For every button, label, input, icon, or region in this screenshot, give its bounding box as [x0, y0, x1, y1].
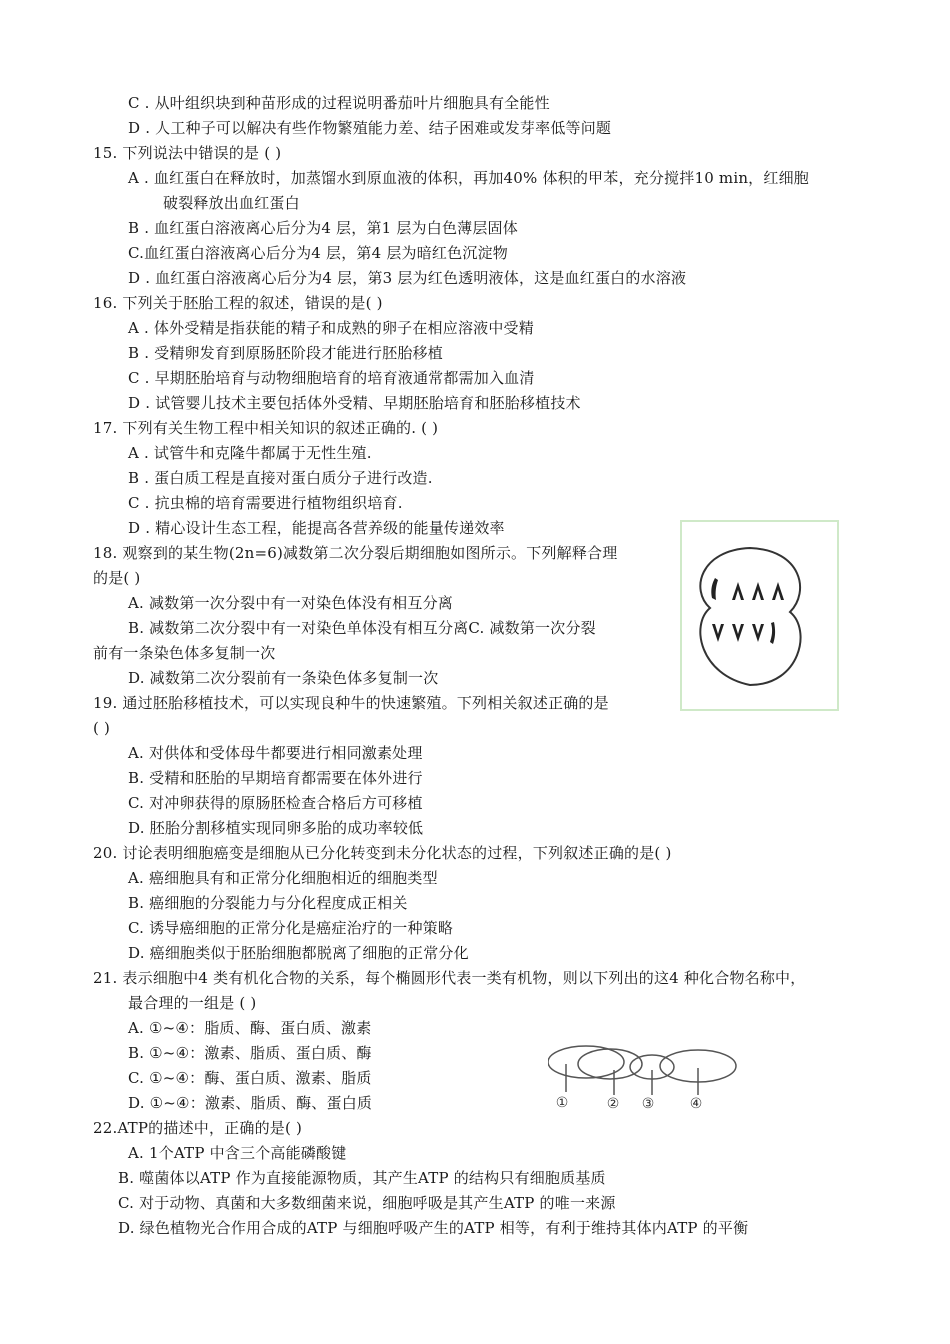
- q17-option-a: A . 试管牛和克隆牛都属于无性生殖.: [128, 444, 372, 462]
- q20-option-d: D. 癌细胞类似于胚胎细胞都脱离了细胞的正常分化: [128, 944, 469, 962]
- q15-option-a-cont: 破裂释放出血红蛋白: [163, 194, 300, 212]
- q21-stem-cont: 最合理的一组是 ( ): [128, 994, 257, 1012]
- ellipse-label-4: ④: [689, 1096, 703, 1112]
- q14-option-c: C . 从叶组织块到种苗形成的过程说明番茄叶片细胞具有全能性: [128, 94, 550, 112]
- q17-stem: 17. 下列有关生物工程中相关知识的叙述正确的. ( ): [93, 419, 439, 437]
- cell-division-figure: [680, 520, 840, 712]
- q15-option-d: D . 血红蛋白溶液离心后分为4 层，第3 层为红色透明液体，这是血红蛋白的水溶液: [128, 269, 687, 287]
- q14-option-d: D . 人工种子可以解决有些作物繁殖能力差、结子困难或发芽率低等问题: [128, 119, 612, 137]
- q18-option-a: A. 减数第一次分裂中有一对染色体没有相互分离: [128, 594, 453, 612]
- q15-option-c: C.血红蛋白溶液离心后分为4 层，第4 层为暗红色沉淀物: [128, 244, 508, 262]
- q22-option-a: A. 1个ATP 中含三个高能磷酸键: [128, 1144, 347, 1162]
- q17-option-c: C . 抗虫棉的培育需要进行植物组织培育.: [128, 494, 403, 512]
- q20-option-c: C. 诱导癌细胞的正常分化是癌症治疗的一种策略: [128, 919, 454, 937]
- q19-stem-cont: ( ): [93, 719, 111, 737]
- q19-option-c: C. 对冲卵获得的原肠胚检查合格后方可移植: [128, 794, 423, 812]
- q21-option-b: B. ①~④：激素、脂质、蛋白质、酶: [128, 1044, 372, 1062]
- q17-option-d: D . 精心设计生态工程，能提高各营养级的能量传递效率: [128, 519, 505, 537]
- q19-option-d: D. 胚胎分割移植实现同卵多胎的成功率较低: [128, 819, 424, 837]
- q21-option-d: D. ①~④：激素、脂质、酶、蛋白质: [128, 1094, 373, 1112]
- q21-option-a: A. ①~④：脂质、酶、蛋白质、激素: [128, 1019, 372, 1037]
- q21-stem: 21. 表示细胞中4 类有机化合物的关系，每个椭圆形代表一类有机物，则以下列出的这4 种化合物名称中，: [93, 969, 806, 987]
- q16-option-b: B . 受精卵发育到原肠胚阶段才能进行胚胎移植: [128, 344, 443, 362]
- q20-option-b: B. 癌细胞的分裂能力与分化程度成正相关: [128, 894, 408, 912]
- ellipse-label-3: ③: [641, 1096, 655, 1112]
- q19-option-a: A. 对供体和受体母牛都要进行相同激素处理: [128, 744, 423, 762]
- q16-option-a: A . 体外受精是指获能的精子和成熟的卵子在相应溶液中受精: [128, 319, 534, 337]
- q19-stem: 19. 通过胚胎移植技术，可以实现良种牛的快速繁殖。下列相关叙述正确的是: [93, 694, 609, 712]
- q22-stem: 22.ATP的描述中，正确的是( ): [93, 1119, 303, 1137]
- q22-option-b: B. 噬菌体以ATP 作为直接能源物质，其产生ATP 的结构只有细胞质基质: [118, 1169, 606, 1187]
- ellipse-label-1: ①: [555, 1095, 569, 1111]
- q16-option-c: C . 早期胚胎培育与动物细胞培育的培育液通常都需加入血清: [128, 369, 535, 387]
- q18-stem: 18. 观察到的某生物(2n=6)减数第二次分裂后期细胞如图所示。下列解释合理: [93, 544, 618, 562]
- q18-stem-cont: 的是( ): [93, 569, 141, 587]
- ellipse-relation-figure: [548, 1040, 738, 1115]
- q19-option-b: B. 受精和胚胎的早期培育都需要在体外进行: [128, 769, 423, 787]
- q15-option-b: B . 血红蛋白溶液离心后分为4 层，第1 层为白色薄层固体: [128, 219, 518, 237]
- q18-option-c-cont: 前有一条染色体多复制一次: [93, 644, 276, 662]
- q20-option-a: A. 癌细胞具有和正常分化细胞相近的细胞类型: [128, 869, 438, 887]
- q16-stem: 16. 下列关于胚胎工程的叙述，错误的是( ): [93, 294, 383, 312]
- ellipse-label-2: ②: [606, 1096, 620, 1112]
- q22-option-c: C. 对于动物、真菌和大多数细菌来说，细胞呼吸是其产生ATP 的唯一来源: [118, 1194, 616, 1212]
- q20-stem: 20. 讨论表明细胞癌变是细胞从已分化转变到未分化状态的过程，下列叙述正确的是( ): [93, 844, 672, 862]
- q18-option-b: B. 减数第二次分裂中有一对染色单体没有相互分离C. 减数第一次分裂: [128, 619, 596, 637]
- q16-option-d: D . 试管婴儿技术主要包括体外受精、早期胚胎培育和胚胎移植技术: [128, 394, 581, 412]
- q21-option-c: C. ①~④：酶、蛋白质、激素、脂质: [128, 1069, 372, 1087]
- q15-stem: 15. 下列说法中错误的是 ( ): [93, 144, 282, 162]
- q17-option-b: B . 蛋白质工程是直接对蛋白质分子进行改造.: [128, 469, 433, 487]
- q15-option-a: A . 血红蛋白在释放时，加蒸馏水到原血液的体积，再加40% 体积的甲苯，充分搅拌10 min，红细胞: [128, 169, 809, 187]
- q18-option-d: D. 减数第二次分裂前有一条染色体多复制一次: [128, 669, 439, 687]
- q22-option-d: D. 绿色植物光合作用合成的ATP 与细胞呼吸产生的ATP 相等，有利于维持其体内ATP 的平衡: [118, 1219, 749, 1237]
